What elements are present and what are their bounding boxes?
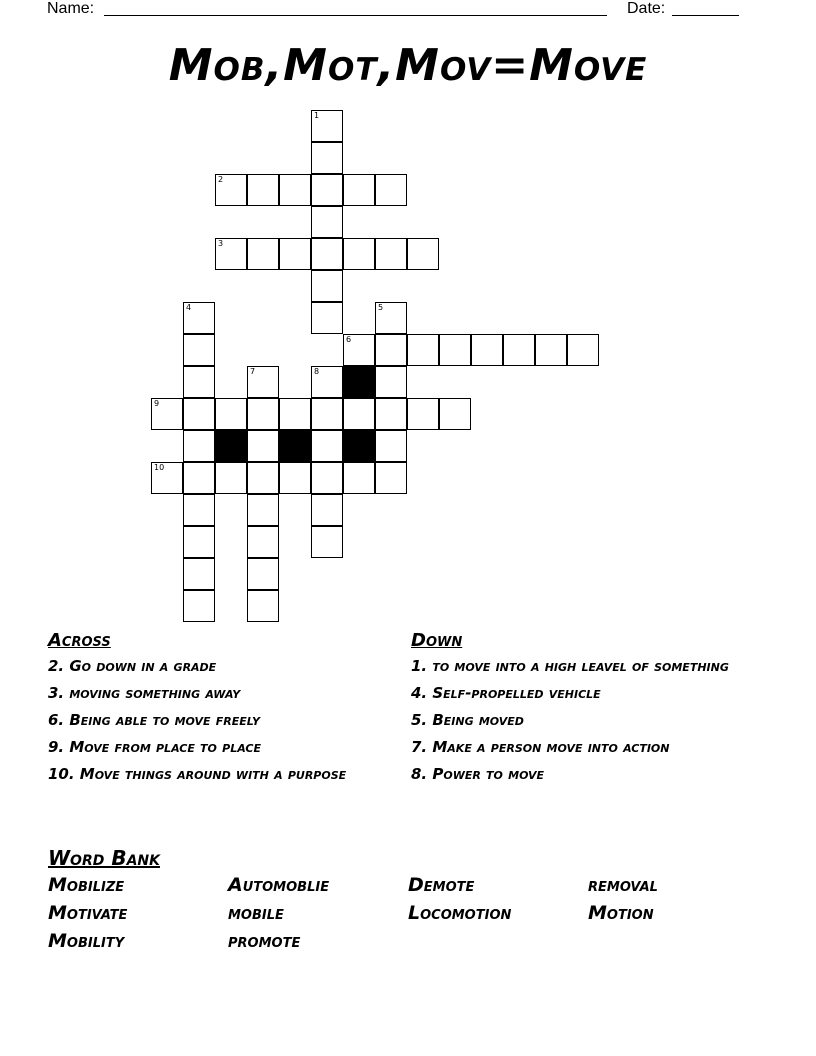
clue-number: 8 (314, 367, 320, 376)
across-clues (48, 656, 368, 791)
grid-cell[interactable] (375, 398, 407, 430)
grid-cell[interactable] (183, 494, 215, 526)
grid-cell[interactable] (183, 558, 215, 590)
grid-cell[interactable] (247, 174, 279, 206)
grid-cell[interactable] (279, 398, 311, 430)
grid-block (279, 430, 311, 462)
grid-cell[interactable] (311, 302, 343, 334)
name-label: Name: (47, 0, 95, 17)
grid-cell[interactable] (151, 462, 183, 494)
grid-cell[interactable] (247, 558, 279, 590)
across-clue: 3. moving something away (48, 684, 241, 702)
word-bank-item: Motion (588, 902, 654, 924)
grid-cell[interactable] (311, 238, 343, 270)
grid-cell[interactable] (247, 430, 279, 462)
grid-cell[interactable] (279, 174, 311, 206)
grid-cell[interactable] (215, 174, 247, 206)
grid-cell[interactable] (343, 238, 375, 270)
grid-cell[interactable] (183, 398, 215, 430)
grid-cell[interactable] (279, 238, 311, 270)
grid-cell[interactable] (375, 238, 407, 270)
word-bank-item: promote (228, 930, 301, 952)
grid-cell[interactable] (183, 430, 215, 462)
down-clue: 1. to move into a high leavel of something (411, 657, 729, 675)
grid-cell[interactable] (375, 334, 407, 366)
grid-cell[interactable] (247, 494, 279, 526)
grid-cell[interactable] (311, 142, 343, 174)
grid-cell[interactable] (311, 366, 343, 398)
grid-cell[interactable] (375, 430, 407, 462)
down-clue: 4. Self-propelled vehicle (411, 684, 601, 702)
grid-block (343, 366, 375, 398)
across-heading: Across (48, 630, 111, 651)
grid-cell[interactable] (247, 366, 279, 398)
grid-cell[interactable] (503, 334, 535, 366)
grid-cell[interactable] (183, 334, 215, 366)
grid-cell[interactable] (247, 590, 279, 622)
down-heading: Down (411, 630, 463, 651)
grid-cell[interactable] (311, 430, 343, 462)
grid-block (343, 430, 375, 462)
grid-cell[interactable] (247, 238, 279, 270)
grid-cell[interactable] (247, 526, 279, 558)
across-clue: 9. Move from place to place (48, 738, 261, 756)
grid-cell[interactable] (471, 334, 503, 366)
word-bank-item: mobile (228, 902, 284, 924)
clue-number: 6 (346, 335, 352, 344)
grid-cell[interactable] (375, 462, 407, 494)
page-title: Mob,Mot,Mov=Move (168, 40, 648, 91)
word-bank-item: Automoblie (228, 874, 330, 896)
grid-cell[interactable] (279, 462, 311, 494)
word-bank-item: Motivate (48, 902, 128, 924)
word-bank-heading: Word Bank (48, 846, 160, 870)
grid-cell[interactable] (407, 398, 439, 430)
grid-cell[interactable] (343, 462, 375, 494)
grid-cell[interactable] (535, 334, 567, 366)
clue-number: 5 (378, 303, 384, 312)
across-clue: 10. Move things around with a purpose (48, 765, 347, 783)
across-clue: 6. Being able to move freely (48, 711, 261, 729)
grid-cell[interactable] (343, 174, 375, 206)
clue-number: 1 (314, 111, 320, 120)
grid-cell[interactable] (375, 366, 407, 398)
word-bank-item: Demote (408, 874, 475, 896)
grid-cell[interactable] (247, 462, 279, 494)
grid-cell[interactable] (151, 398, 183, 430)
grid-cell[interactable] (311, 526, 343, 558)
clue-number: 9 (154, 399, 160, 408)
grid-cell[interactable] (439, 334, 471, 366)
grid-cell[interactable] (183, 462, 215, 494)
grid-cell[interactable] (439, 398, 471, 430)
grid-cell[interactable] (311, 206, 343, 238)
down-clues (411, 656, 751, 791)
grid-cell[interactable] (183, 526, 215, 558)
grid-cell[interactable] (183, 590, 215, 622)
down-clue: 8. Power to move (411, 765, 545, 783)
grid-cell[interactable] (407, 334, 439, 366)
clue-number: 7 (250, 367, 256, 376)
grid-cell[interactable] (567, 334, 599, 366)
word-bank-item: Mobilize (48, 874, 125, 896)
grid-cell[interactable] (215, 398, 247, 430)
word-bank-item: removal (588, 874, 658, 896)
date-label: Date: (627, 0, 666, 17)
clue-number: 10 (154, 463, 165, 472)
grid-cell[interactable] (407, 238, 439, 270)
clue-number: 2 (218, 175, 224, 184)
grid-cell[interactable] (215, 238, 247, 270)
clue-number: 4 (186, 303, 192, 312)
grid-cell[interactable] (311, 110, 343, 142)
grid-cell[interactable] (311, 270, 343, 302)
grid-cell[interactable] (247, 398, 279, 430)
grid-cell[interactable] (183, 302, 215, 334)
grid-cell[interactable] (343, 398, 375, 430)
grid-cell[interactable] (311, 174, 343, 206)
grid-cell[interactable] (375, 174, 407, 206)
grid-block (215, 430, 247, 462)
word-bank-item: Mobility (48, 930, 125, 952)
grid-cell[interactable] (343, 334, 375, 366)
word-bank-item: Locomotion (408, 902, 512, 924)
grid-cell[interactable] (215, 462, 247, 494)
down-clue: 5. Being moved (411, 711, 524, 729)
grid-cell[interactable] (375, 302, 407, 334)
grid-cell[interactable] (311, 462, 343, 494)
down-clue: 7. Make a person move into action (411, 738, 670, 756)
word-bank (48, 874, 768, 952)
across-clue: 2. Go down in a grade (48, 657, 217, 675)
clue-number: 3 (218, 239, 224, 248)
grid-cell[interactable] (183, 366, 215, 398)
grid-cell[interactable] (311, 398, 343, 430)
grid-cell[interactable] (311, 494, 343, 526)
